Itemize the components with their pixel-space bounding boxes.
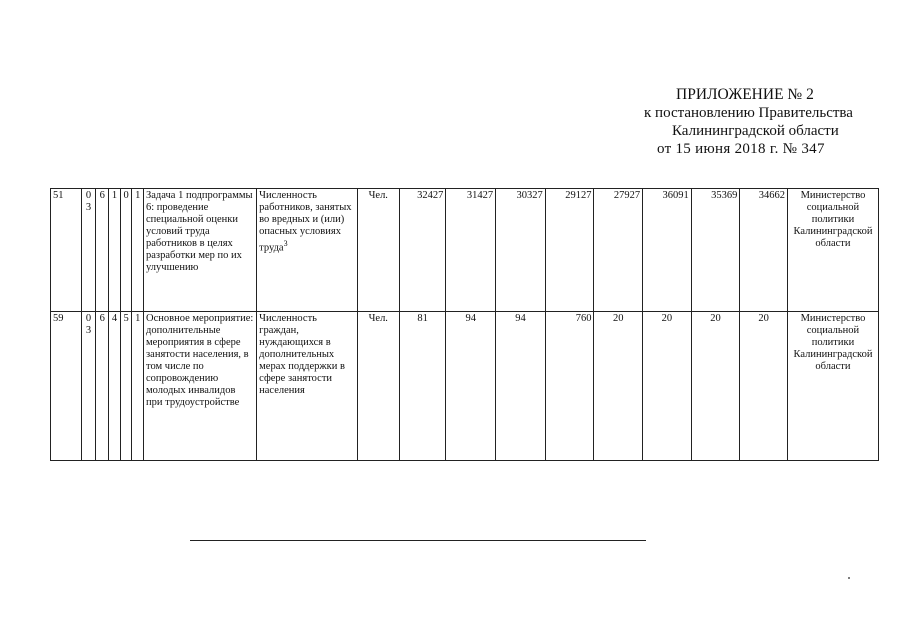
code-cell: 5 <box>120 312 132 461</box>
value-cell: 27927 <box>594 189 643 312</box>
indicators-table <box>50 188 879 461</box>
value-cell: 94 <box>446 312 496 461</box>
unit-cell: Чел. <box>357 312 399 461</box>
code-cell: 1 <box>132 312 144 461</box>
closing-rule <box>190 540 646 541</box>
indicator-cell <box>257 312 357 461</box>
value-cell: 20 <box>691 312 740 461</box>
value-cell: 35369 <box>691 189 740 312</box>
code-cell: 6 <box>96 312 109 461</box>
responsible-cell: Министерство социальной политики Калининградской области <box>787 189 878 312</box>
value-cell: 94 <box>496 312 546 461</box>
footnote-mark: 3 <box>283 239 288 248</box>
table-row <box>51 312 879 461</box>
code-cell: 03 <box>81 312 96 461</box>
value-cell: 20 <box>643 312 692 461</box>
indicator-cell <box>257 189 357 312</box>
value-cell: 81 <box>399 312 446 461</box>
appendix-reference: к постановлению Правительства <box>644 105 853 121</box>
value-cell: 30327 <box>496 189 546 312</box>
appendix-title: ПРИЛОЖЕНИЕ № 2 <box>676 86 814 103</box>
code-cell: 1 <box>132 189 144 312</box>
unit-cell: Чел. <box>357 189 399 312</box>
table-row <box>51 189 879 312</box>
value-cell: 31427 <box>446 189 496 312</box>
indicator-text: Численность граждан, нуждающихся в дополнительных мерах поддержки в сфере занятости населения <box>259 313 345 396</box>
value-cell: 20 <box>740 312 788 461</box>
task-cell: Основное мероприятие: дополнительные мероприятия в сфере занятости населения, в том числе по сопровождению молодых инвалидов при трудоустройстве <box>144 312 257 461</box>
code-cell: 1 <box>109 189 121 312</box>
appendix-date-number: от 15 июня 2018 г. № 347 <box>657 141 825 157</box>
appendix-region: Калининградской области <box>672 123 839 139</box>
row-number: 59 <box>51 312 82 461</box>
code-cell: 0 <box>120 189 132 312</box>
indicator-text: Численность работников, занятых во вредных и (или) опасных условиях труда <box>259 190 352 254</box>
code-cell: 6 <box>96 189 109 312</box>
value-cell: 29127 <box>545 189 594 312</box>
value-cell: 36091 <box>643 189 692 312</box>
code-cell: 4 <box>109 312 121 461</box>
value-cell: 32427 <box>399 189 446 312</box>
value-cell: 34662 <box>740 189 788 312</box>
value-cell: 760 <box>545 312 594 461</box>
code-cell: 03 <box>81 189 96 312</box>
responsible-cell: Министерство социальной политики Калининградской области <box>787 312 878 461</box>
row-number: 51 <box>51 189 82 312</box>
task-cell: Задача 1 подпрограммы 6: проведение специальной оценки условий труда работников в целях разработки мер по их улучшению <box>144 189 257 312</box>
value-cell: 20 <box>594 312 643 461</box>
scan-dot <box>848 577 850 579</box>
appendix-header <box>600 86 880 158</box>
